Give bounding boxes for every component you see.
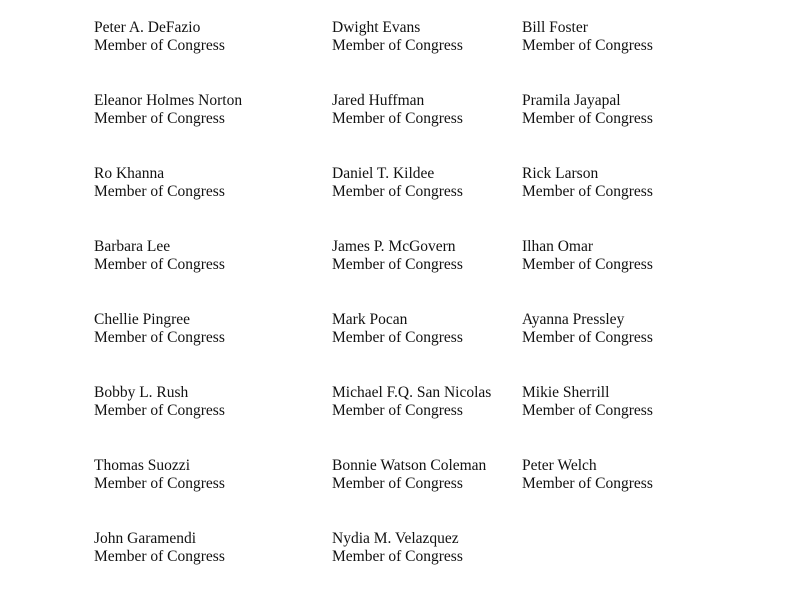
- signatory-name: Michael F.Q. San Nicolas: [332, 384, 492, 401]
- signatory-title: Member of Congress: [522, 329, 653, 346]
- signatory-title: Member of Congress: [94, 329, 225, 346]
- signature-block: [94, 530, 225, 566]
- signatory-name: Jared Huffman: [332, 92, 425, 109]
- signature-block: [522, 165, 653, 201]
- signatory-name: Peter A. DeFazio: [94, 19, 201, 36]
- signatory-title: Member of Congress: [94, 37, 225, 54]
- signatory-title: Member of Congress: [94, 256, 225, 273]
- signatory-name: Ayanna Pressley: [522, 311, 625, 328]
- signatory-title: Member of Congress: [332, 329, 463, 346]
- signatory-title: Member of Congress: [94, 110, 225, 127]
- signature-block: [522, 457, 653, 493]
- signature-block: [332, 165, 463, 201]
- signatory-name: Ilhan Omar: [522, 238, 594, 255]
- signature-block: [522, 19, 653, 55]
- signature-block: [94, 238, 225, 274]
- signatory-name: Barbara Lee: [94, 238, 171, 255]
- signature-block: [522, 238, 653, 274]
- signatory-title: Member of Congress: [94, 402, 225, 419]
- signatory-title: Member of Congress: [332, 548, 463, 565]
- signatory-name: Peter Welch: [522, 457, 597, 474]
- signatory-title: Member of Congress: [522, 37, 653, 54]
- signatory-name: Pramila Jayapal: [522, 92, 621, 109]
- signature-block: [94, 165, 225, 201]
- signatory-title: Member of Congress: [94, 183, 225, 200]
- signatory-name: Nydia M. Velazquez: [332, 530, 459, 547]
- signatory-title: Member of Congress: [94, 548, 225, 565]
- signature-block: [522, 384, 653, 420]
- signatory-name: Daniel T. Kildee: [332, 165, 435, 182]
- signature-block: [332, 457, 486, 493]
- signatory-title: Member of Congress: [332, 256, 463, 273]
- signature-block: [94, 19, 225, 55]
- signatory-name: Dwight Evans: [332, 19, 421, 36]
- signatory-title: Member of Congress: [522, 475, 653, 492]
- signature-block: [332, 19, 463, 55]
- signature-block: [94, 457, 225, 493]
- signatory-title: Member of Congress: [332, 475, 463, 492]
- signatory-name: Mark Pocan: [332, 311, 408, 328]
- signatory-title: Member of Congress: [94, 475, 225, 492]
- signatory-name: James P. McGovern: [332, 238, 456, 255]
- signature-block: [332, 311, 463, 347]
- signatory-name: Mikie Sherrill: [522, 384, 610, 401]
- signature-block: [94, 92, 242, 128]
- signatory-name: Bill Foster: [522, 19, 588, 36]
- signatory-title: Member of Congress: [332, 183, 463, 200]
- signatory-title: Member of Congress: [522, 402, 653, 419]
- signatory-title: Member of Congress: [332, 402, 463, 419]
- signatory-title: Member of Congress: [522, 110, 653, 127]
- signatory-name: Eleanor Holmes Norton: [94, 92, 243, 109]
- signature-block: [332, 92, 463, 128]
- signature-block: [332, 238, 463, 274]
- signatory-name: Chellie Pingree: [94, 311, 190, 328]
- signature-block: [94, 311, 225, 347]
- signatory-title: Member of Congress: [522, 183, 653, 200]
- signatory-name: Thomas Suozzi: [94, 457, 190, 474]
- signature-block: [522, 311, 653, 347]
- signature-block: [332, 530, 463, 566]
- signatory-name: Bobby L. Rush: [94, 384, 189, 401]
- signatory-name: Ro Khanna: [94, 165, 165, 182]
- signature-block: [332, 384, 491, 420]
- signatory-title: Member of Congress: [522, 256, 653, 273]
- signatory-name: Bonnie Watson Coleman: [332, 457, 487, 474]
- signature-block: [94, 384, 225, 420]
- signature-block: [522, 92, 653, 128]
- signatory-name: Rick Larson: [522, 165, 599, 182]
- signatory-title: Member of Congress: [332, 37, 463, 54]
- signatory-name: John Garamendi: [94, 530, 197, 547]
- signatory-title: Member of Congress: [332, 110, 463, 127]
